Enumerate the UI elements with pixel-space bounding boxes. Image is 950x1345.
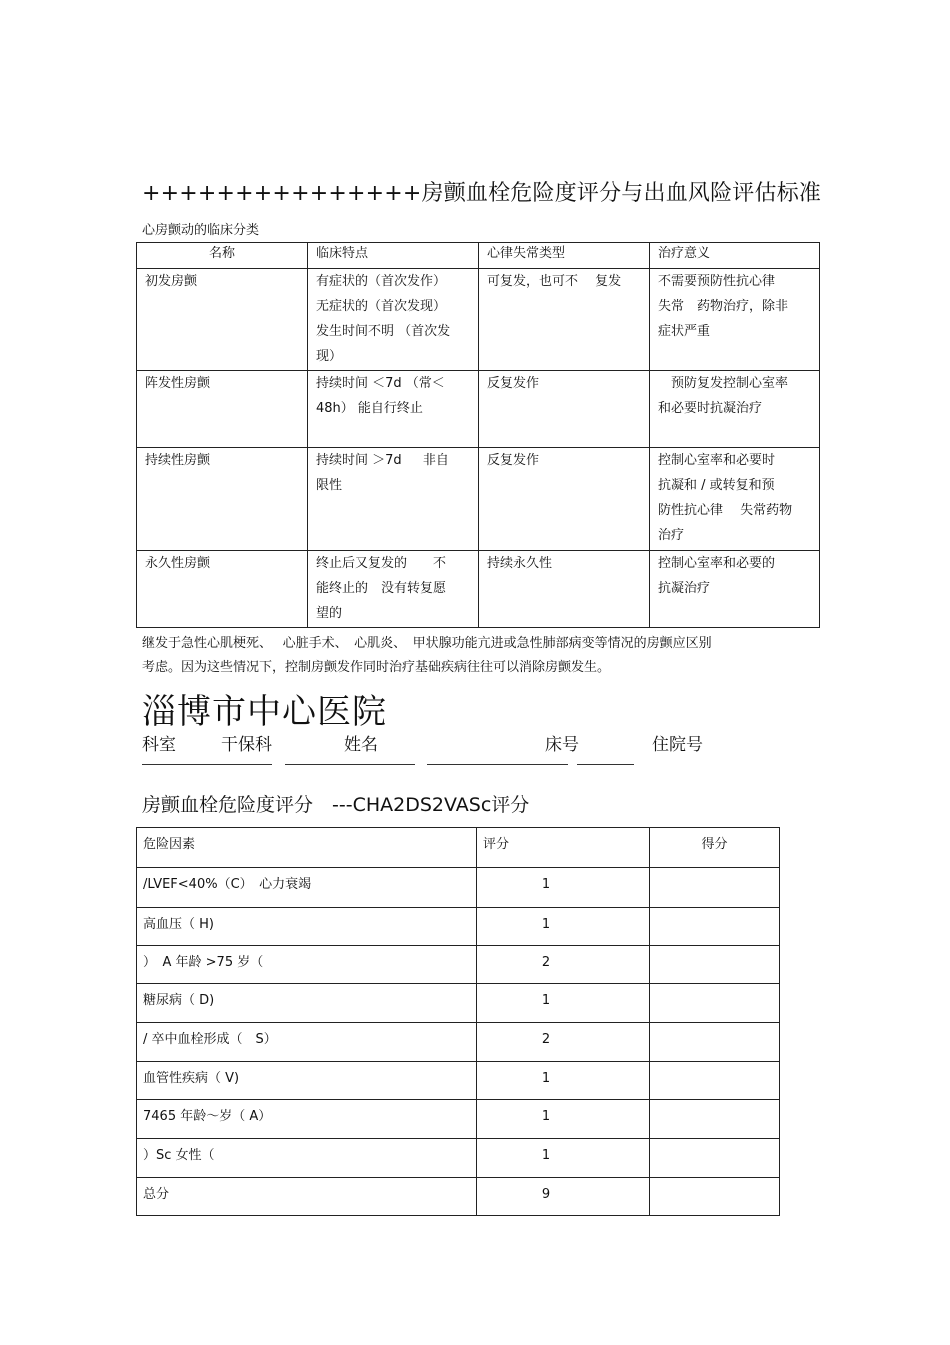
table-row bbox=[137, 908, 780, 946]
table-header-row bbox=[137, 828, 780, 868]
feature-line: 无症状的（首次发现） bbox=[316, 299, 447, 314]
feature-line: 发生时间不明 （首次发 bbox=[316, 324, 451, 339]
risk-factor: ） A 年龄 >75 岁（ bbox=[137, 946, 477, 984]
risk-factor: /LVEF<40%（C） 心力衰竭 bbox=[137, 868, 477, 908]
total-points: 9 bbox=[477, 1178, 650, 1216]
af-type-name: 永久性房颤 bbox=[137, 551, 308, 628]
table-row bbox=[137, 371, 820, 448]
column-header-type: 心律失常类型 bbox=[479, 243, 650, 269]
table-row bbox=[137, 269, 820, 371]
column-header-factor: 危险因素 bbox=[137, 828, 477, 868]
feature-line: 能终止的 没有转复愿 bbox=[316, 581, 447, 596]
feature-line: 终止后又复发的 不 bbox=[316, 556, 447, 571]
risk-factor: 高血压（ H) bbox=[137, 908, 477, 946]
treatment-significance bbox=[650, 371, 820, 448]
af-features bbox=[308, 551, 479, 628]
feature-line: 现） bbox=[316, 349, 343, 364]
treatment-line: 防性抗心律 失常药物 bbox=[658, 503, 793, 518]
score-cell[interactable] bbox=[650, 1062, 780, 1100]
table-row bbox=[137, 1023, 780, 1062]
name-underline bbox=[285, 764, 415, 765]
risk-points: 2 bbox=[477, 946, 650, 984]
dept-value: 干保科 bbox=[221, 735, 272, 755]
admission-label: 住院号 bbox=[652, 735, 703, 755]
score-cell[interactable] bbox=[650, 1100, 780, 1139]
risk-factor: 7465 年龄～岁（ A） bbox=[137, 1100, 477, 1139]
af-classification-table bbox=[136, 242, 820, 628]
af-features bbox=[308, 371, 479, 448]
admission-underline bbox=[577, 764, 634, 765]
score-cell[interactable] bbox=[650, 946, 780, 984]
risk-points: 1 bbox=[477, 1100, 650, 1139]
risk-points: 1 bbox=[477, 1139, 650, 1178]
risk-points: 1 bbox=[477, 984, 650, 1023]
risk-factor: 血管性疾病（ V) bbox=[137, 1062, 477, 1100]
bed-underline bbox=[427, 764, 568, 765]
score-cell[interactable] bbox=[650, 908, 780, 946]
score-cell[interactable] bbox=[650, 1023, 780, 1062]
treatment-line: 症状严重 bbox=[658, 324, 711, 339]
bed-label: 床号 bbox=[545, 735, 579, 755]
note-line: 继发于急性心肌梗死、 心脏手术、 心肌炎、 甲状腺功能亢进或急性肺部病变等情况的房颤应区别 bbox=[142, 636, 712, 651]
treatment-line: 控制心室率和必要的 bbox=[658, 556, 776, 571]
table-header-row bbox=[137, 243, 820, 269]
score-cell[interactable] bbox=[650, 868, 780, 908]
note-line: 考虑。因为这些情况下，控制房颤发作同时治疗基础疾病往往可以消除房颤发生。 bbox=[142, 660, 611, 675]
treatment-line: 和必要时抗凝治疗 bbox=[658, 401, 763, 416]
dept-underline bbox=[142, 764, 272, 765]
column-header-score: 得分 bbox=[650, 828, 780, 868]
classification-heading: 心房颤动的临床分类 bbox=[142, 223, 260, 238]
table-row bbox=[137, 1139, 780, 1178]
risk-factor: ）Sc 女性（ bbox=[137, 1139, 477, 1178]
af-type-name: 初发房颤 bbox=[137, 269, 308, 371]
risk-points: 1 bbox=[477, 908, 650, 946]
risk-points: 1 bbox=[477, 868, 650, 908]
total-label: 总分 bbox=[137, 1178, 477, 1216]
treatment-line: 不需要预防性抗心律 bbox=[658, 274, 776, 289]
table-row bbox=[137, 448, 820, 551]
risk-factor: / 卒中血栓形成（ S） bbox=[137, 1023, 477, 1062]
treatment-line: 抗凝和 / 或转复和预 bbox=[658, 478, 775, 493]
treatment-line: 治疗 bbox=[658, 528, 685, 543]
column-header-features: 临床特点 bbox=[308, 243, 479, 269]
treatment-significance bbox=[650, 551, 820, 628]
risk-factor: 糖尿病（ D) bbox=[137, 984, 477, 1023]
feature-line: 持续时间 ＞7d 非自 bbox=[316, 453, 449, 468]
treatment-significance bbox=[650, 448, 820, 551]
feature-line: 48h） 能自行终止 bbox=[316, 401, 423, 416]
feature-line: 望的 bbox=[316, 606, 343, 621]
af-features bbox=[308, 448, 479, 551]
column-header-points: 评分 bbox=[477, 828, 650, 868]
treatment-line: 抗凝治疗 bbox=[658, 581, 711, 596]
column-header-treatment: 治疗意义 bbox=[650, 243, 820, 269]
total-score-cell[interactable] bbox=[650, 1178, 780, 1216]
arrhythmia-type: 反复发作 bbox=[479, 448, 650, 551]
table-row bbox=[137, 1100, 780, 1139]
column-header-name: 名称 bbox=[137, 243, 308, 269]
hospital-name: 淄博市中心医院 bbox=[142, 692, 387, 732]
cha2ds2vasc-score-table bbox=[136, 827, 780, 1216]
name-label: 姓名 bbox=[344, 735, 378, 755]
arrhythmia-type: 可复发，也可不 复发 bbox=[479, 269, 650, 371]
feature-line: 有症状的（首次发作） bbox=[316, 274, 447, 289]
secondary-af-note bbox=[142, 632, 802, 680]
af-features bbox=[308, 269, 479, 371]
risk-points: 1 bbox=[477, 1062, 650, 1100]
table-row bbox=[137, 946, 780, 984]
document-title: +++++++++++++++房颤血栓危险度评分与出血风险评估标准 bbox=[142, 181, 822, 206]
af-type-name: 阵发性房颤 bbox=[137, 371, 308, 448]
score-cell[interactable] bbox=[650, 984, 780, 1023]
treatment-line: 失常 药物治疗，除非 bbox=[658, 299, 789, 314]
af-type-name: 持续性房颤 bbox=[137, 448, 308, 551]
table-row bbox=[137, 868, 780, 908]
score-cell[interactable] bbox=[650, 1139, 780, 1178]
treatment-significance bbox=[650, 269, 820, 371]
table-row bbox=[137, 551, 820, 628]
treatment-line: 控制心室率和必要时 bbox=[658, 453, 776, 468]
table-row bbox=[137, 1062, 780, 1100]
table-row bbox=[137, 984, 780, 1023]
dept-label: 科室 bbox=[142, 735, 176, 755]
risk-points: 2 bbox=[477, 1023, 650, 1062]
score-title: 房颤血栓危险度评分 ---CHA2DS2VASc评分 bbox=[142, 794, 530, 816]
arrhythmia-type: 持续永久性 bbox=[479, 551, 650, 628]
arrhythmia-type: 反复发作 bbox=[479, 371, 650, 448]
feature-line: 限性 bbox=[316, 478, 343, 493]
treatment-line: 预防复发控制心室率 bbox=[658, 376, 789, 391]
feature-line: 持续时间 ＜7d （常＜ bbox=[316, 376, 445, 391]
table-row-total bbox=[137, 1178, 780, 1216]
